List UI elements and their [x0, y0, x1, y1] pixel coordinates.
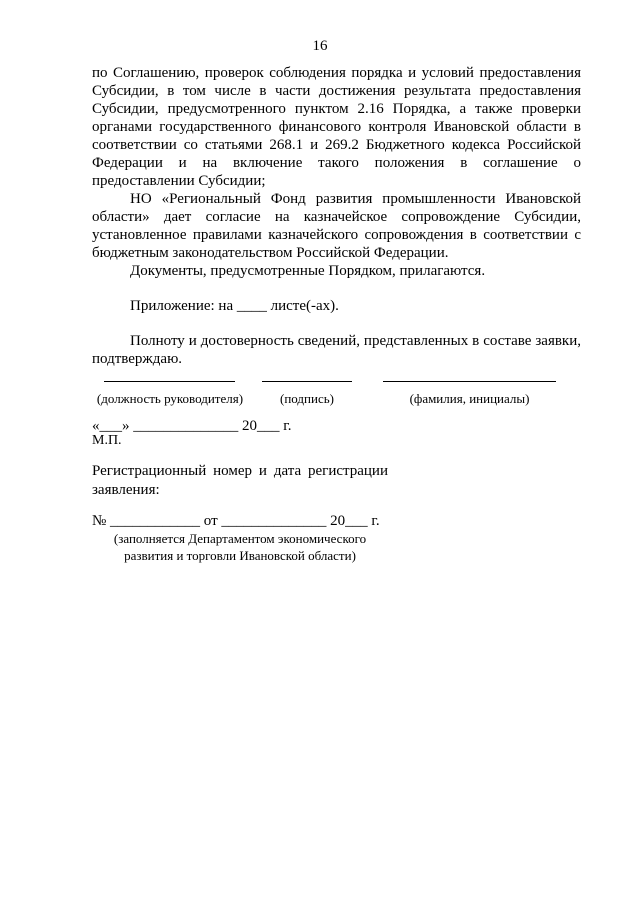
paragraph-documents-attached: Документы, предусмотренные Порядком, прилагаются.: [130, 263, 486, 279]
document-body: [92, 64, 581, 368]
confirmation-paragraph: Полноту и достоверность сведений, представленных в составе заявки, подтверждаю.: [92, 333, 581, 367]
registration-label: Регистрационный номер и дата регистрации заявления:: [92, 463, 388, 498]
signature-line: [262, 381, 352, 382]
name-caption: (фамилия, инициалы): [409, 391, 530, 406]
position-caption: (должность руководителя): [96, 391, 244, 406]
attachment-line: Приложение: на ____ листе(-ах).: [130, 298, 339, 314]
paragraph-treasury-support: НО «Региональный Фонд развития промышленности Ивановской области» дает согласие на казначейское сопровождение Субсидии, установленное правилами казначейского сопровождения в соответствии с бюджетным законодательством Российской Федерации.: [92, 191, 581, 261]
page-number: 16: [312, 38, 328, 54]
signature-caption: (подпись): [280, 391, 334, 406]
registration-number-line: № ____________ от ______________ 20___ г.: [92, 513, 380, 529]
stamp-placeholder: М.П.: [92, 433, 122, 448]
paragraph-consent-checks: по Соглашению, проверок соблюдения порядка и условий предоставления Субсидии, в том числе в части достижения результата предоставления Субсидии, предусмотренного пунктом 2.16 Порядка, а также проверки органами государственного финансового контроля Ивановской области в соответствии со статьями 268.1 и 269.2 Бюджетного кодекса Российской Федерации и на включение такого положения в соглашение о предоставлении Субсидии;: [92, 65, 581, 189]
name-signature-line: [383, 381, 556, 382]
date-line: «___» ______________ 20___ г.: [92, 418, 292, 434]
fill-note: (заполняется Департаментом экономического развития и торговли Ивановской области): [113, 531, 367, 563]
position-signature-line: [104, 381, 235, 382]
